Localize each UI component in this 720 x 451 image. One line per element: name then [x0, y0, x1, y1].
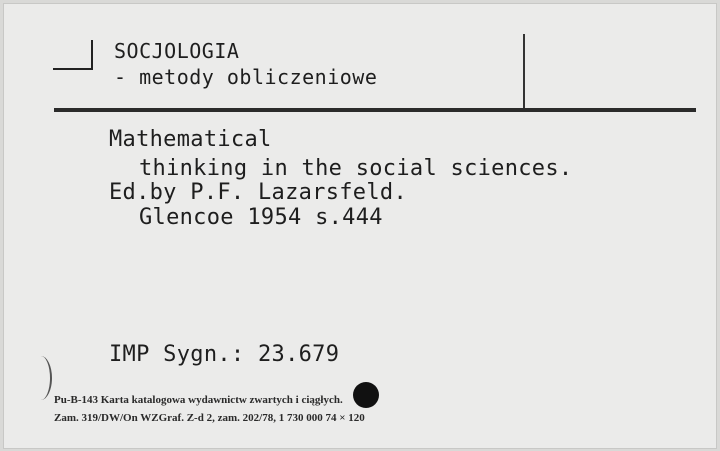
footer-line-2: Zam. 319/DW/On WZGraf. Z-d 2, zam. 202/78, 1 730 000 74 × 120	[54, 412, 365, 424]
card-edge-mark	[30, 356, 52, 400]
subject-heading: SOCJOLOGIA	[114, 39, 240, 63]
subject-subheading: - metody obliczeniowe	[114, 65, 378, 89]
title-line-2: thinking in the social sciences.	[139, 156, 573, 181]
footer-line-1: Pu-B-143 Karta katalogowa wydawnictw zwartych i ciągłych.	[54, 394, 343, 406]
title-line-1: Mathematical	[109, 127, 272, 152]
editor-line: Ed.by P.F. Lazarsfeld.	[109, 180, 407, 205]
corner-mark-vertical	[91, 40, 93, 70]
signature-line	[109, 342, 339, 367]
imprint-line: Glencoe 1954 s.444	[139, 205, 383, 230]
signature-label: IMP Sygn.:	[109, 342, 245, 367]
corner-mark	[53, 68, 93, 70]
signature-value: 23.679	[258, 342, 340, 367]
heading-divider	[523, 34, 525, 109]
heading-rule	[54, 108, 696, 112]
catalog-card	[3, 3, 717, 449]
punch-hole	[353, 382, 379, 408]
